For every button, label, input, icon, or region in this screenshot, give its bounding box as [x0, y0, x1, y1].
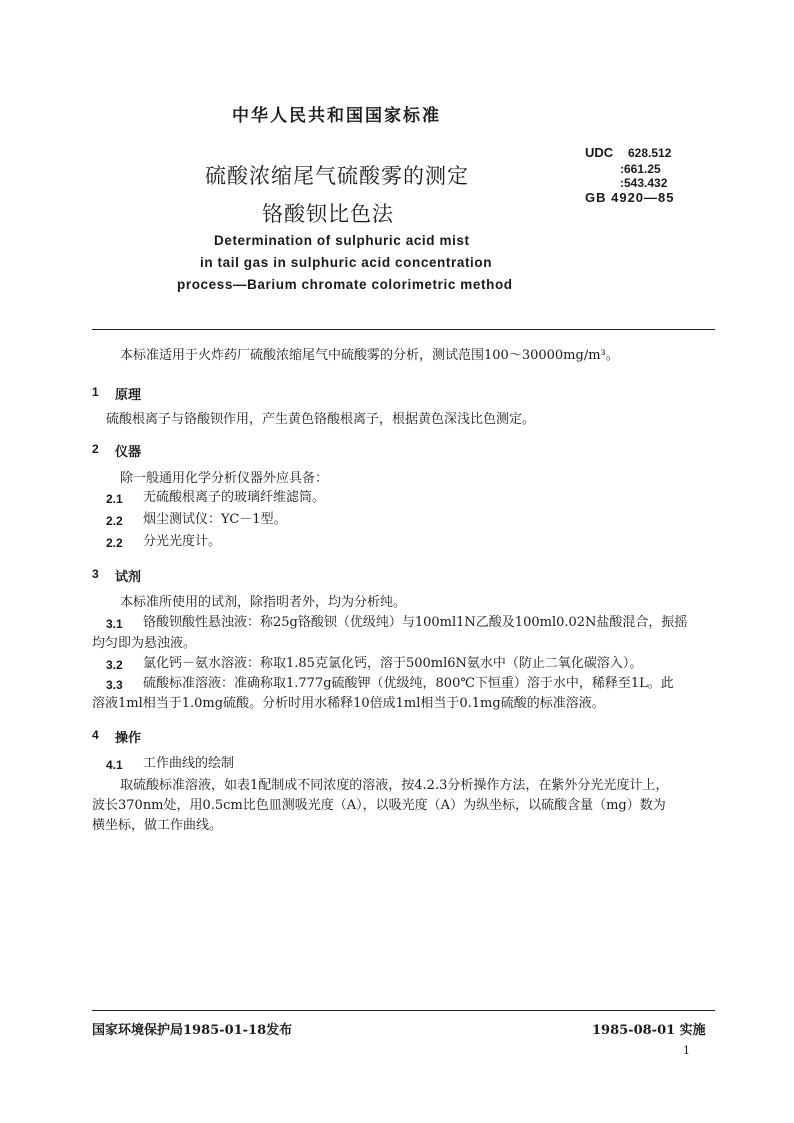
section-4-para-line3: 横坐标，做工作曲线。 — [92, 818, 223, 833]
section-3-lead: 本标准所使用的试剂，除指明者外，均为分析纯。 — [120, 595, 407, 610]
header-divider — [92, 329, 715, 330]
title-en-line2: in tail gas in sulphuric acid concentration — [200, 255, 493, 270]
section-4-para-line1: 取硫酸标准溶液，如表1配制成不同浓度的溶液，按4.2.3分析操作方法，在紫外分光光度计上， — [120, 778, 669, 793]
udc-code-3: :543.432 — [620, 176, 668, 190]
item-2-2-number: 2.2 — [106, 514, 123, 528]
section-1-number: 1 — [92, 385, 99, 399]
section-4-title: 操作 — [115, 731, 142, 746]
item-4-1-title: 工作曲线的绘制 — [143, 756, 235, 771]
section-1-title: 原理 — [115, 388, 142, 403]
item-2-3-number: 2.2 — [106, 536, 123, 550]
title-cn-line1: 硫酸浓缩尾气硫酸雾的测定 — [205, 164, 469, 188]
intro-text: 本标准适用于火炸药厂硫酸浓缩尾气中硫酸雾的分析，测试范围100～30000mg/m³。 — [120, 348, 619, 363]
section-2-title: 仪器 — [115, 445, 142, 460]
effective-date: 1985-08-01 实施 — [592, 1023, 706, 1038]
item-3-3-number: 3.3 — [106, 678, 123, 692]
section-3-number: 3 — [92, 567, 99, 581]
udc-label: UDC — [585, 145, 614, 160]
section-4-para-line2: 波长370nm处，用0.5cm比色皿测吸光度（A），以吸光度（A）为纵坐标，以硫酸含量（mg）数为 — [92, 798, 666, 813]
item-3-1-number: 3.1 — [106, 617, 123, 631]
item-4-1-number: 4.1 — [106, 758, 123, 772]
udc-code-2: :661.25 — [620, 162, 661, 176]
national-standard-heading: 中华人民共和国国家标准 — [232, 106, 441, 126]
title-en-line3: process—Barium chromate colorimetric method — [177, 277, 513, 292]
item-2-1-text: 无硫酸根离子的玻璃纤维滤筒。 — [143, 490, 326, 505]
section-2-number: 2 — [92, 442, 99, 456]
item-2-3-text: 分光光度计。 — [143, 534, 222, 549]
item-3-3-line1: 硫酸标准溶液：准确称取1.777g硫酸钾（优级纯，800℃下恒重）溶于水中，稀释至1L。此 — [143, 676, 674, 691]
section-4-number: 4 — [92, 728, 99, 742]
item-3-1-line2: 均匀即为悬浊液。 — [92, 636, 197, 651]
item-3-2-line1: 氯化钙－氨水溶液：称取1.85克氯化钙，溶于500ml6N氨水中（防止二氧化碳溶入）。 — [143, 656, 643, 671]
title-cn-line2: 铬酸钡比色法 — [262, 202, 394, 226]
section-1-text: 硫酸根离子与铬酸钡作用，产生黄色铬酸根离子，根据黄色深浅比色测定。 — [106, 412, 536, 427]
item-3-2-number: 3.2 — [106, 658, 123, 672]
gb-number: GB 4920—85 — [585, 190, 675, 205]
title-en-line1: Determination of sulphuric acid mist — [214, 233, 470, 248]
section-3-title: 试剂 — [115, 570, 142, 585]
item-2-2-text: 烟尘测试仪：YC－1型。 — [143, 512, 287, 527]
item-2-1-number: 2.1 — [106, 492, 123, 506]
issued-by: 国家环境保护局1985-01-18发布 — [92, 1023, 293, 1038]
footer-divider — [92, 1010, 715, 1011]
page-number: 1 — [683, 1044, 690, 1057]
udc-code-1: 628.512 — [628, 146, 672, 160]
section-2-lead: 除一般通用化学分析仪器外应具备： — [120, 471, 329, 486]
item-3-1-line1: 铬酸钡酸性悬浊液：称25g铬酸钡（优级纯）与100ml1N乙酸及100ml0.02N盐酸混合，振摇 — [143, 615, 688, 630]
item-3-3-line2: 溶液1ml相当于1.0mg硫酸。分析时用水稀释10倍成1ml相当于0.1mg硫酸的标准溶液。 — [92, 696, 605, 711]
